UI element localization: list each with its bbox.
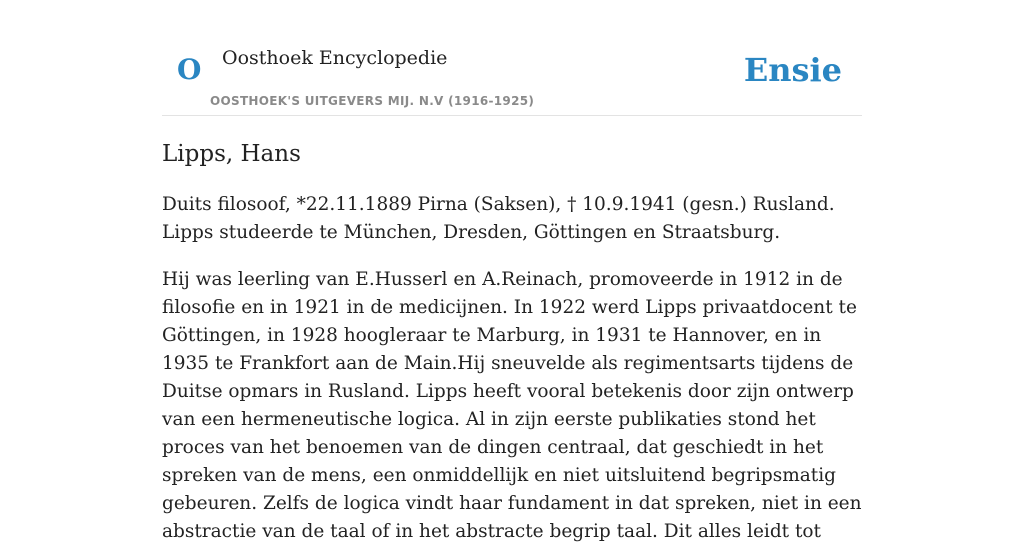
ensie-brand-link[interactable]: Ensie bbox=[743, 51, 842, 89]
site-logo-icon[interactable]: O bbox=[177, 53, 202, 86]
publisher-subtitle: OOSTHOEK'S UITGEVERS MIJ. N.V (1916-1925) bbox=[210, 94, 535, 108]
article-title: Lipps, Hans bbox=[162, 141, 301, 167]
site-title: Oosthoek Encyclopedie bbox=[222, 47, 448, 69]
site-header bbox=[162, 0, 862, 116]
article bbox=[162, 136, 862, 546]
article-paragraph-2: Hij was leerling van E.Husserl en A.Reinach, promoveerde in 1912 in de filosofie en in 1921 in de medicijnen. In 1922 werd Lipps privaatdocent te Göttingen, in 1928 hoogleraar te Marburg, in 1931 te Hannover, en in 1935 te Frankfort aan de Main.Hij sneuvelde als regimentsarts tijdens de Duitse opmars in Rusland. Lipps heeft vooral betekenis door zijn ontwerp van een hermeneutische logica. Al in zijn eerste publikaties stond het proces van het benoemen van de dingen centraal, dat geschiedt in het spreken van de mens, een onmiddellijk en niet uitsluitend begripsmatig gebeuren. Zelfs de logica vindt haar fundament in dat spreken, niet in een abstractie van de taal of in het abstracte begrip taal. Dit alles leidt tot bbox=[162, 269, 862, 542]
article-paragraph-1: Duits filosoof, *22.11.1889 Pirna (Saksen), † 10.9.1941 (gesn.) Rusland. Lipps studeerde te München, Dresden, Göttingen en Straatsburg. bbox=[162, 194, 835, 243]
